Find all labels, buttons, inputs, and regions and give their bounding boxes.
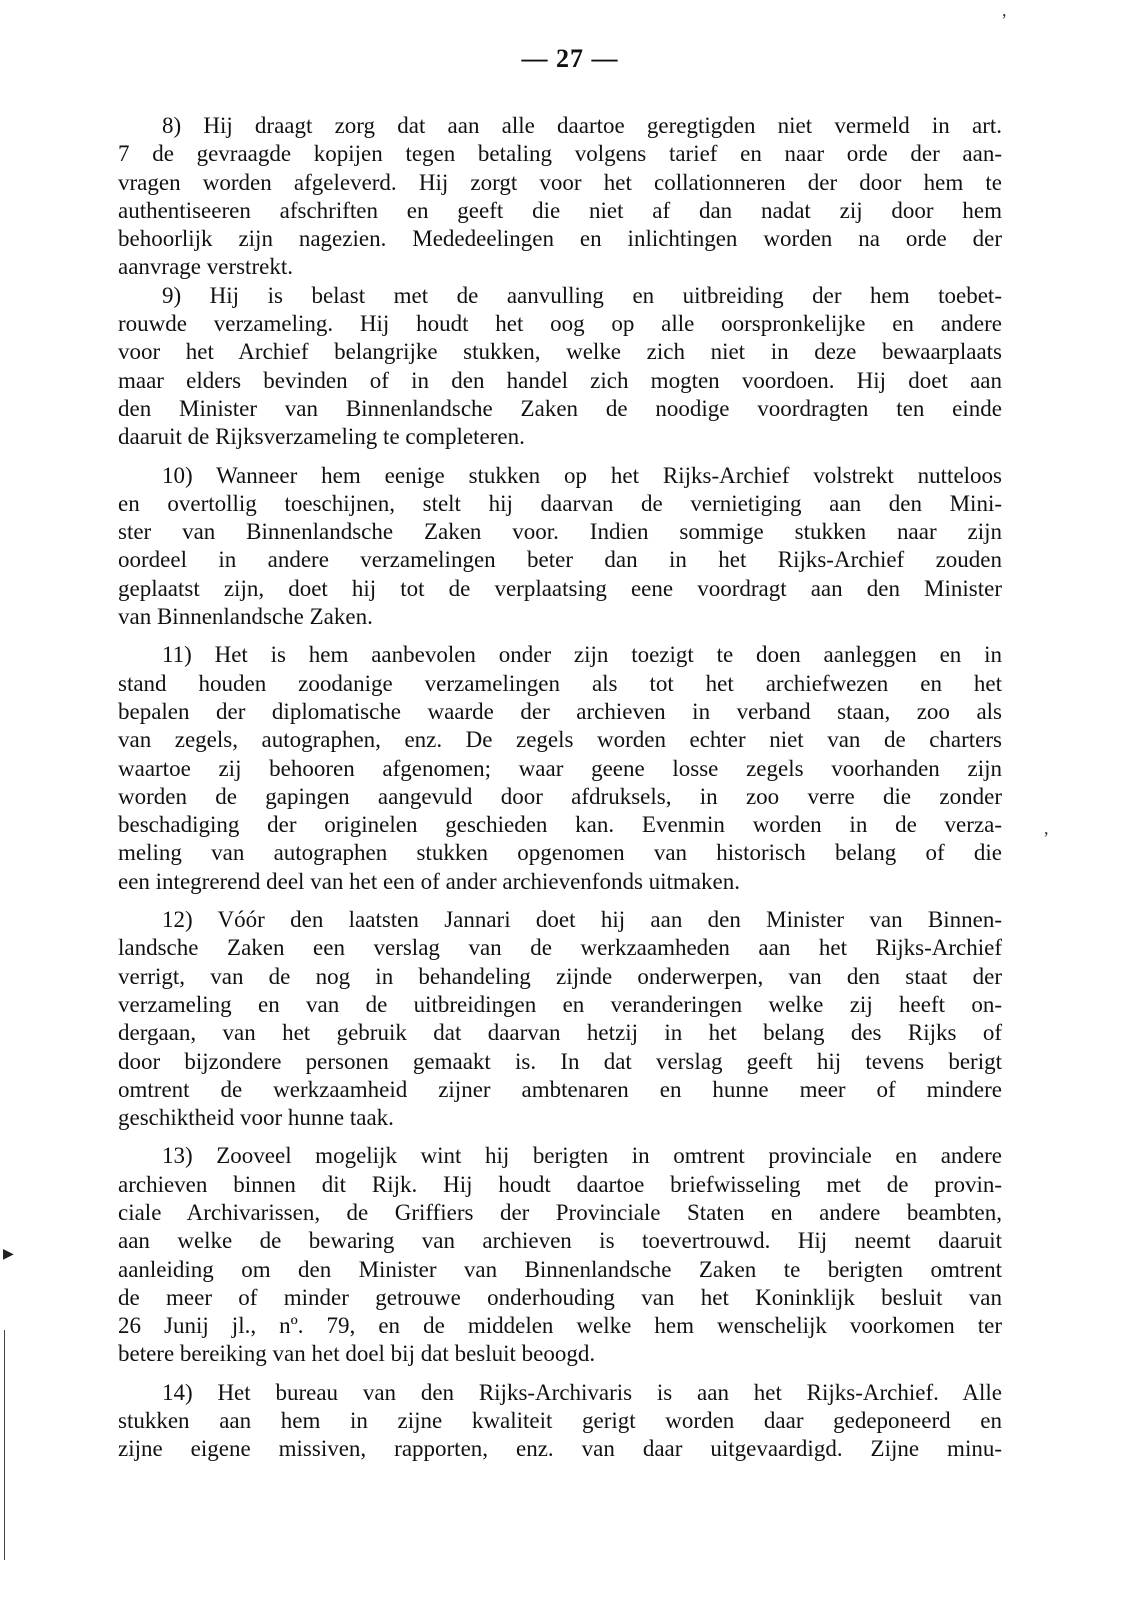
text-line: 14) Het bureau van den Rijks-Archivaris is aan het Rijks-Archief. Alle [162, 1379, 1002, 1405]
page-number: — 27 — [521, 44, 619, 73]
text-line: 9) Hij is belast met de aanvulling en uitbreiding der hem toebet- [162, 282, 1002, 308]
paragraph [118, 1142, 1002, 1368]
text-line: den Minister van Binnenlandsche Zaken de noodige voordragten ten einde [118, 395, 1002, 421]
paragraph [118, 641, 1002, 896]
text-line: aan welke de bewaring van archieven is toevertrouwd. Hij neemt daaruit [118, 1228, 1002, 1254]
paragraph [118, 282, 1002, 452]
text-line: 26 Junij jl., nº. 79, en de middelen welke hem wenschelijk voorkomen ter [118, 1313, 1002, 1339]
paragraph [118, 112, 1002, 282]
text-line: stand houden zoodanige verzamelingen als tot het archiefwezen en het [118, 670, 1002, 696]
text-line: archieven binnen dit Rijk. Hij houdt daartoe briefwisseling met de provin- [118, 1171, 1002, 1197]
paragraph [118, 906, 1002, 1132]
text-line: een integrerend deel van het een of ander archievenfonds uitmaken. [118, 868, 740, 894]
text-line: dergaan, van het gebruik dat daarvan hetzij in het belang des Rijks of [118, 1020, 1002, 1046]
paragraph [118, 1379, 1002, 1464]
document-body [118, 112, 1002, 1464]
text-line: betere bereiking van het doel bij dat besluit beoogd. [118, 1341, 596, 1367]
text-line: stukken aan hem in zijne kwaliteit gerigt worden daar gedeponeerd en [118, 1408, 1002, 1434]
text-line: aanvrage verstrekt. [118, 254, 293, 280]
text-line: verzameling en van de uitbreidingen en veranderingen welke zij heeft on- [118, 991, 1002, 1017]
text-line: en overtollig toeschijnen, stelt hij daarvan de vernietiging aan den Mini- [118, 490, 1002, 516]
text-line: meling van autographen stukken opgenomen van historisch belang of die [118, 840, 1002, 866]
text-line: ciale Archivarissen, de Griffiers der Provinciale Staten en andere beambten, [118, 1199, 1002, 1225]
text-line: 12) Vóór den laatsten Jannari doet hij aan den Minister van Binnen- [162, 907, 1002, 933]
text-line: verrigt, van de nog in behandeling zijnde onderwerpen, van den staat der [118, 963, 1002, 989]
text-line: 13) Zooveel mogelijk wint hij berigten in omtrent provinciale en andere [162, 1143, 1002, 1169]
text-line: worden de gapingen aangevuld door afdruksels, in zoo verre die zonder [118, 783, 1002, 809]
text-line: geplaatst zijn, doet hij tot de verplaatsing eene voordragt aan den Minister [118, 575, 1002, 601]
text-line: 7 de gevraagde kopijen tegen betaling volgens tarief en naar orde der aan- [118, 141, 1002, 167]
text-line: zijne eigene missiven, rapporten, enz. van daar uitgevaardigd. Zijne minu- [118, 1436, 1002, 1462]
text-line: voor het Archief belangrijke stukken, welke zich niet in deze bewaarplaats [118, 339, 1002, 365]
text-line: de meer of minder getrouwe onderhouding van het Koninklijk besluit van [118, 1284, 1002, 1310]
text-line: door bijzondere personen gemaakt is. In dat verslag geeft hij tevens berigt [118, 1048, 1002, 1074]
text-line: 10) Wanneer hem eenige stukken op het Rijks-Archief volstrekt nutteloos [162, 462, 1002, 488]
margin-arrow-mark: ▶ [3, 1247, 14, 1262]
text-line: behoorlijk zijn nagezien. Mededeelingen en inlichtingen worden na orde der [118, 226, 1002, 252]
margin-rule [4, 1330, 5, 1560]
text-line: oordeel in andere verzamelingen beter dan in het Rijks-Archief zouden [118, 547, 1002, 573]
text-line: landsche Zaken een verslag van de werkzaamheden aan het Rijks-Archief [118, 935, 1002, 961]
text-line: maar elders bevinden of in den handel zich mogten voordoen. Hij doet aan [118, 367, 1002, 393]
text-line: 8) Hij draagt zorg dat aan alle daartoe geregtigden niet vermeld in art. [162, 113, 1002, 138]
text-line: aanleiding om den Minister van Binnenlandsche Zaken te berigten omtrent [118, 1256, 1002, 1282]
text-line: van zegels, autographen, enz. De zegels worden echter niet van de charters [118, 727, 1002, 753]
margin-speck: , [1002, 0, 1007, 20]
text-line: rouwde verzameling. Hij houdt het oog op alle oorspronkelijke en andere [118, 311, 1002, 337]
text-line: beschadiging der originelen geschieden kan. Evenmin worden in de verza- [118, 812, 1002, 838]
text-line: omtrent de werkzaamheid zijner ambtenaren en hunne meer of mindere [118, 1076, 1002, 1102]
text-line: ster van Binnenlandsche Zaken voor. Indien sommige stukken naar zijn [118, 519, 1002, 545]
text-line: geschiktheid voor hunne taak. [118, 1105, 394, 1131]
text-line: bepalen der diplomatische waarde der archieven in verband staan, zoo als [118, 698, 1002, 724]
text-line: van Binnenlandsche Zaken. [118, 604, 373, 630]
text-line: waartoe zij behooren afgenomen; waar geene losse zegels voorhanden zijn [118, 755, 1002, 781]
margin-speck: , [1044, 818, 1049, 838]
text-line: vragen worden afgeleverd. Hij zorgt voor het collationneren der door hem te [118, 169, 1002, 195]
text-line: 11) Het is hem aanbevolen onder zijn toezigt te doen aanleggen en in [162, 642, 1002, 668]
text-line: authentiseeren afschriften en geeft die niet af dan nadat zij door hem [118, 197, 1002, 223]
paragraph [118, 462, 1002, 632]
text-line: daaruit de Rijksverzameling te completeren. [118, 424, 525, 450]
